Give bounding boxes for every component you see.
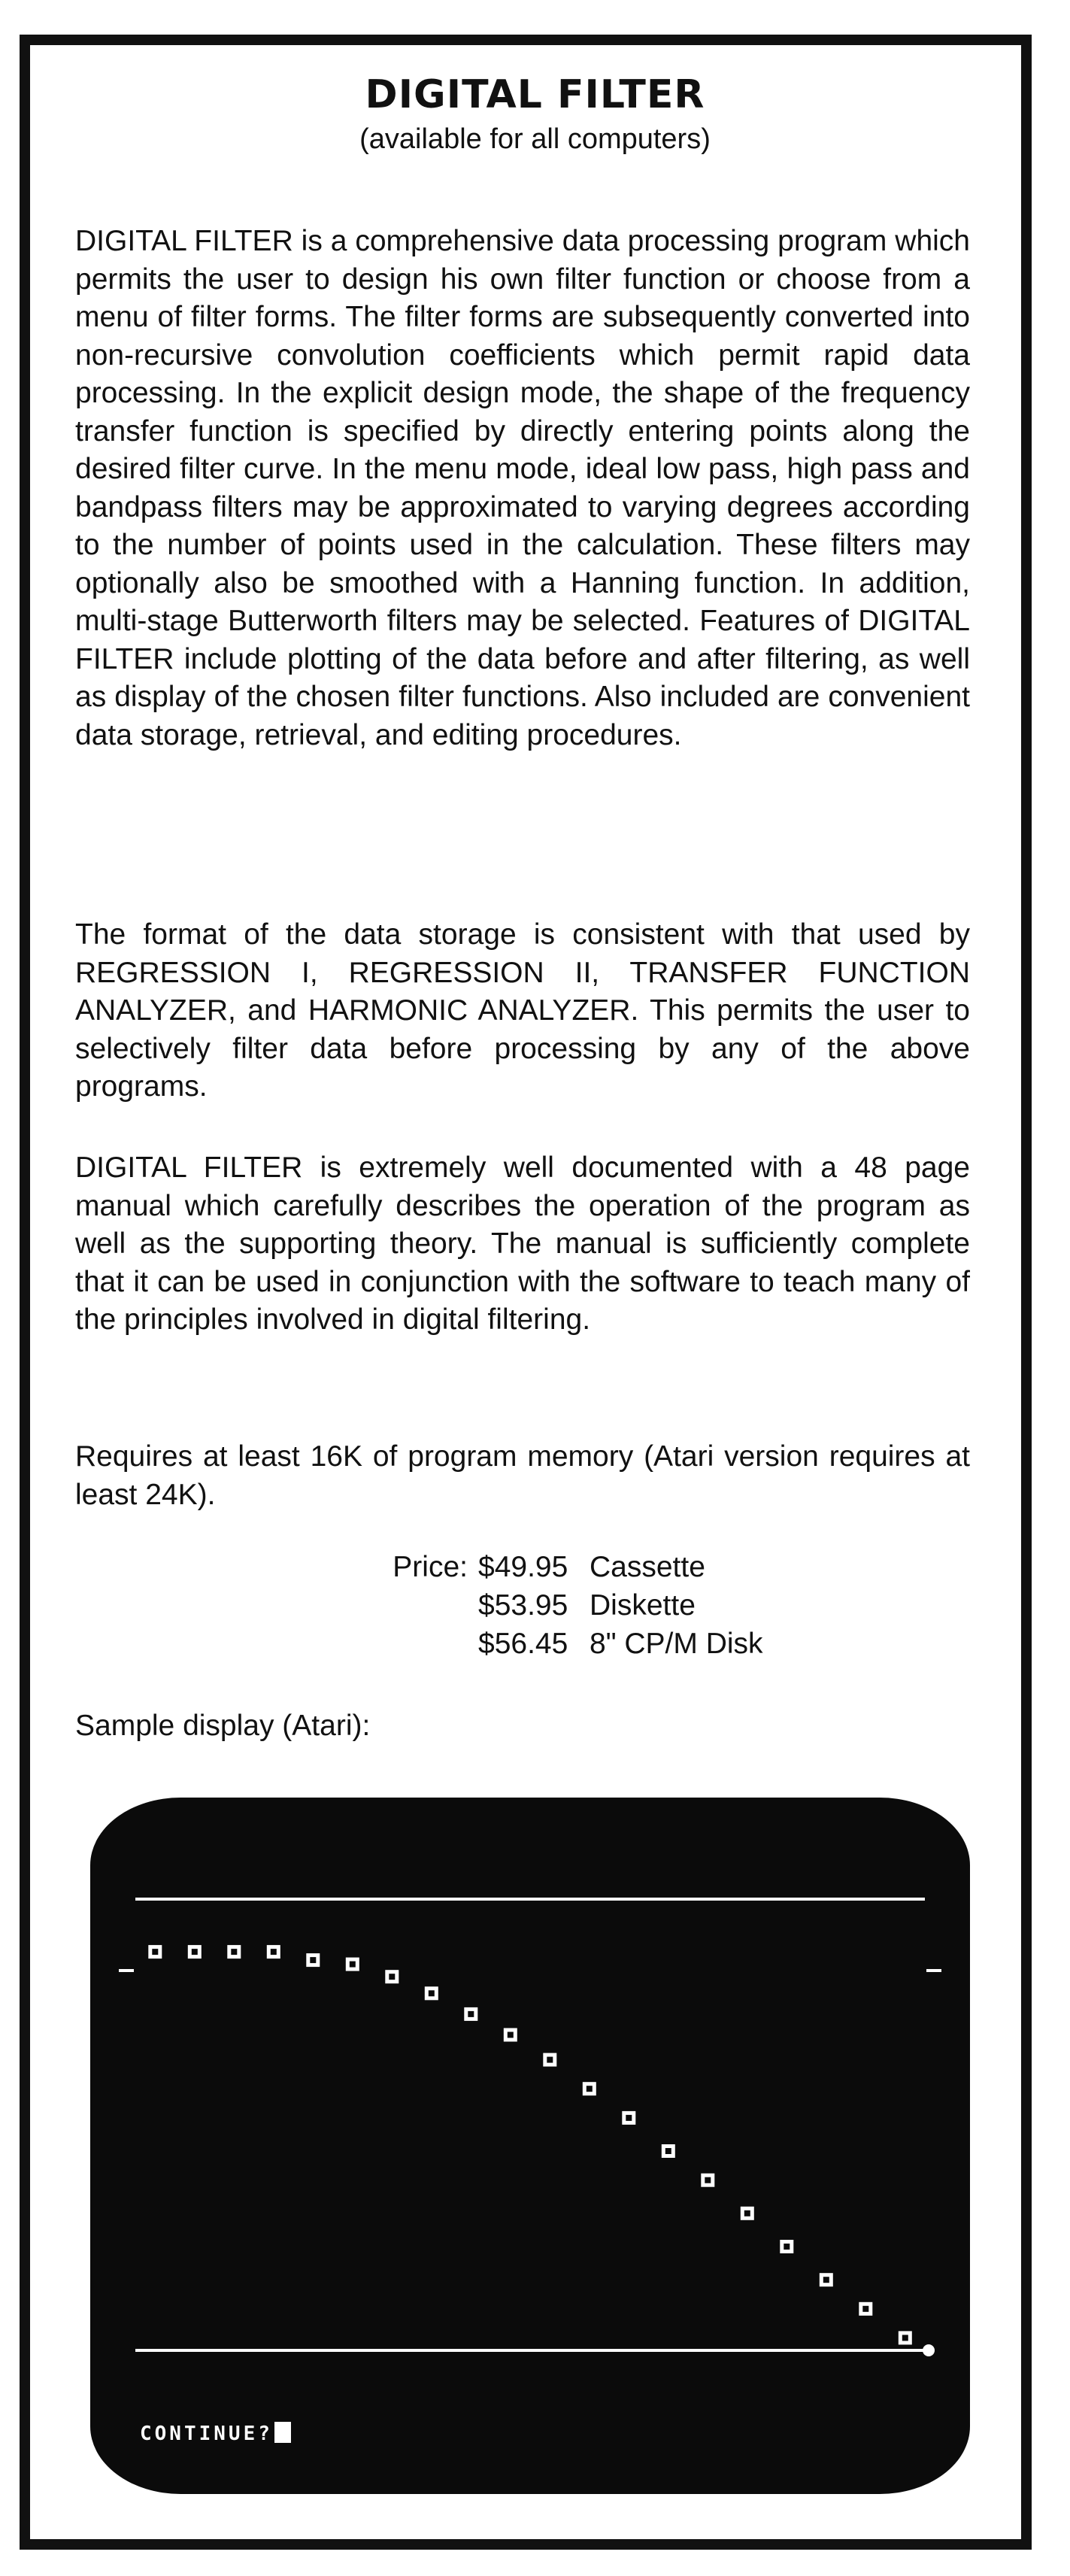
plot-point-hole xyxy=(429,1990,435,1996)
plot-point-hole xyxy=(587,2086,593,2092)
ad-subtitle: (available for all computers) xyxy=(359,123,711,155)
price-label-spacer xyxy=(371,1625,478,1663)
price-row xyxy=(371,1548,763,1586)
plot-point-hole xyxy=(468,2011,474,2017)
price-medium: Cassette xyxy=(590,1551,705,1583)
price-row xyxy=(371,1586,763,1625)
documentation-paragraph: DIGITAL FILTER is extremely well documented with a 48 page manual which carefully describes the operation of the program as well as the supporting theory. The manual is sufficiently complete that it can be used in conjunction with the software to teach many of the principles involved in digital filtering. xyxy=(75,1151,970,1336)
price-row xyxy=(371,1625,763,1663)
plot-point-hole xyxy=(271,1949,277,1955)
plot-point-hole xyxy=(784,2244,790,2250)
plot-point-hole xyxy=(744,2210,750,2216)
description-paragraph: DIGITAL FILTER is a comprehensive data processing program which permits the user to design his own filter function or choose from a menu of filter forms. The filter forms are subsequently converted into non-recursive convolution coefficients which permit rapid data processing. In the explicit design mode, the shape of the frequency transfer function is specified by directly entering points along the desired filter curve. In the menu mode, ideal low pass, high pass and bandpass filters may be approximated to varying degrees according to the number of points used in the calculation. These filters may optionally also be smoothed with a Hanning function. In addition, multi-stage Butterworth filters may be selected. Features of DIGITAL FILTER include plotting of the data before and after filtering, as well as display of the chosen filter functions. Also included are convenient data storage, retrieval, and editing procedures. xyxy=(75,225,970,751)
continue-prompt[interactable] xyxy=(140,2422,291,2445)
plot-point-hole xyxy=(902,2335,908,2341)
plot-point-hole xyxy=(705,2177,711,2183)
price-medium: Diskette xyxy=(590,1589,696,1622)
filter-plot xyxy=(90,1798,970,2494)
plot-point-hole xyxy=(862,2306,868,2312)
continue-prompt-text: CONTINUE? xyxy=(140,2423,273,2445)
plot-point-hole xyxy=(626,2115,632,2121)
plot-point-hole xyxy=(231,1949,237,1955)
price-amount: $56.45 xyxy=(478,1628,568,1660)
plot-point-hole xyxy=(665,2148,671,2154)
plot-bottom-marker xyxy=(923,2344,935,2356)
atari-screen xyxy=(90,1798,970,2494)
plot-point-hole xyxy=(508,2032,514,2038)
plot-point-hole xyxy=(389,1974,395,1980)
data-format-paragraph: The format of the data storage is consistent with that used by REGRESSION I, REGRESSION II, TRANSFER FUNCTION ANALYZER, and HARMONIC ANALYZER. This permits the user to selectively filter data before processing by any of the above programs. xyxy=(75,918,970,1103)
plot-point-hole xyxy=(547,2057,553,2063)
plot-point-hole xyxy=(310,1957,316,1963)
plot-point-hole xyxy=(192,1949,198,1955)
ad-title: DIGITAL FILTER xyxy=(365,72,705,117)
cursor-block xyxy=(274,2422,291,2443)
price-amount: $49.95 xyxy=(478,1551,568,1583)
plot-points xyxy=(148,1945,912,2344)
sample-display-caption: Sample display (Atari): xyxy=(75,1710,371,1742)
price-amount: $53.95 xyxy=(478,1589,568,1622)
plot-point-hole xyxy=(152,1949,158,1955)
requirements-paragraph: Requires at least 16K of program memory (Atari version requires at least 24K). xyxy=(75,1440,970,1511)
price-list xyxy=(371,1548,763,1663)
price-medium: 8" CP/M Disk xyxy=(590,1628,763,1660)
price-label: Price: xyxy=(393,1551,468,1583)
price-label-spacer xyxy=(371,1586,478,1625)
plot-point-hole xyxy=(350,1962,356,1968)
plot-point-hole xyxy=(823,2277,829,2283)
